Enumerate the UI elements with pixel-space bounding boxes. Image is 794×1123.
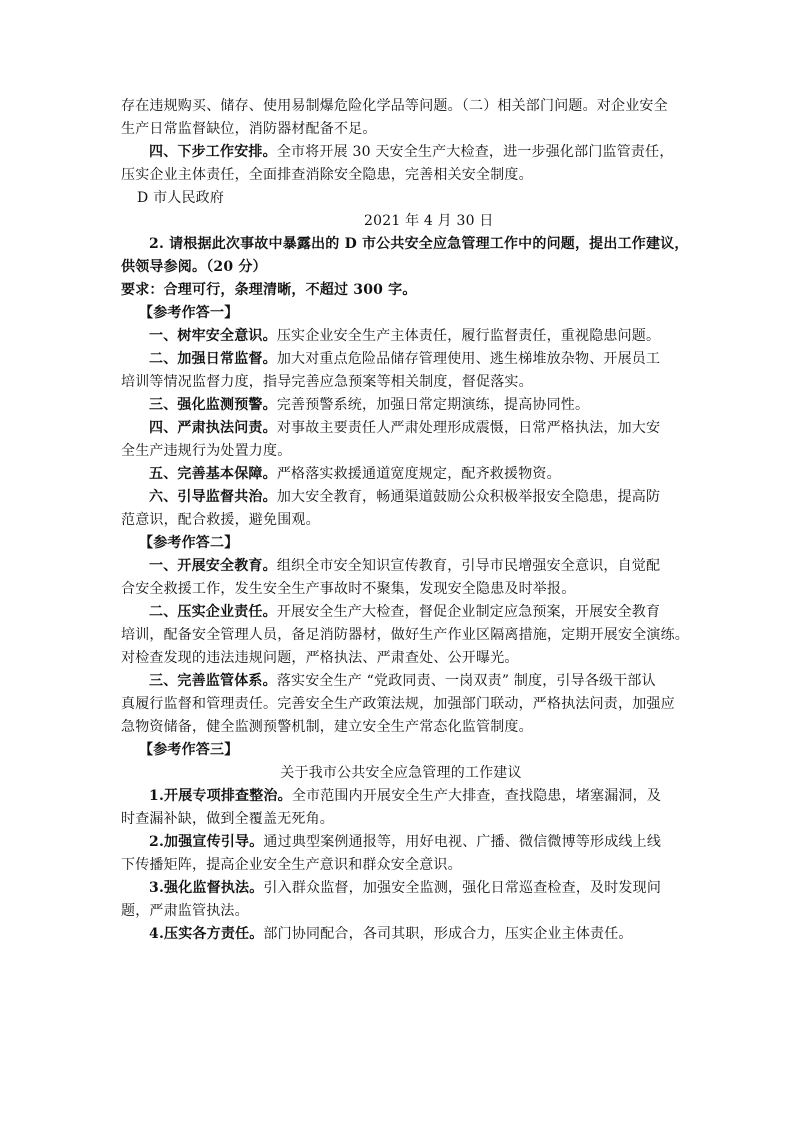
signature-date: 2021 年 4 月 30 日 [364, 213, 494, 229]
section-heading: 一、开展安全教育。 [149, 558, 277, 574]
text-line: 合安全救援工作，发生安全生产事故时不聚集，发现安全隐患及时举报。 [121, 581, 576, 597]
section-line: 二、压实企业责任。开展安全生产大检查，督促企业制定应急预案，开展安全教育 [149, 604, 661, 620]
section-line: 2.加强宣传引导。通过典型案例通报等，用好电视、广播、微信微博等形成线上线 [149, 834, 662, 850]
text-line: 存在违规购买、储存、使用易制爆危险化学品等问题。（二）相关部门问题。对企业安全 [121, 98, 668, 114]
proposal-title: 关于我市公共安全应急管理的工作建议 [280, 765, 522, 781]
section-line: 1.开展专项排查整治。全市范围内开展安全生产大排查，查找隐患，堵塞漏洞，及 [149, 788, 662, 804]
section-line: 四、下步工作安排。全市将开展 30 天安全生产大检查，进一步强化部门监管责任， [149, 144, 674, 160]
section-line: 4.压实各方责任。部门协同配合，各司其职，形成合力，压实企业主体责任。 [149, 926, 633, 942]
section-heading: 4.压实各方责任。 [149, 926, 264, 942]
section-heading: 2.加强宣传引导。 [149, 834, 264, 850]
question-line: 2. 请根据此次事故中暴露出的 D 市公共安全应急管理工作中的问题，提出工作建议， [149, 236, 689, 252]
text-line: 全生产违规行为处置力度。 [121, 443, 292, 459]
section-line: 二、加强日常监督。加大对重点危险品储存管理使用、逃生梯堆放杂物、开展员工 [149, 351, 661, 367]
section-line: 3.强化监督执法。引入群众监督，加强安全监测，强化日常巡查检查，及时发现问 [149, 880, 662, 896]
section-heading: 一、树牢安全意识。 [149, 328, 277, 344]
text-line: 时查漏补缺，做到全覆盖无死角。 [121, 811, 334, 827]
signature-org: D 市人民政府 [137, 190, 225, 206]
question-line: 供领导参阅。（20 分） [121, 259, 267, 275]
text-line: 真履行监督和管理责任。完善安全生产政策法规，加强部门联动，严格执法问责，加强应 [121, 696, 675, 712]
text-line: 对检查发现的违法违规问题，严格执法、严肃查处、公开曝光。 [121, 650, 519, 666]
document-body [121, 95, 689, 946]
text-line: 急物资储备，健全监测预警机制，建立安全生产常态化监管制度。 [121, 719, 533, 735]
section-heading: 五、完善基本保障。 [149, 466, 277, 482]
section-heading: 三、强化监测预警。 [149, 397, 277, 413]
section-line: 三、完善监管体系。落实安全生产 “党政同责、一岗双责” 制度，引导各级干部认 [149, 673, 656, 689]
section-line: 五、完善基本保障。严格落实救援通道宽度规定，配齐救援物资。 [149, 466, 561, 482]
text-line: 压实企业主体责任，全面排查消除安全隐患，完善相关安全制度。 [121, 167, 533, 183]
section-heading: 三、完善监管体系。 [149, 673, 277, 689]
text-line: 范意识，配合救援，避免围观。 [121, 512, 320, 528]
answer-heading: 【参考作答三】 [139, 742, 239, 758]
requirement-line: 要求：合理可行，条理清晰，不超过 300 字。 [121, 282, 417, 298]
section-line: 一、树牢安全意识。压实企业安全生产主体责任，履行监督责任，重视隐患问题。 [149, 328, 661, 344]
section-heading: 1.开展专项排查整治。 [149, 788, 292, 804]
answer-heading: 【参考作答二】 [139, 535, 239, 551]
text-line: 培训，配备安全管理人员，备足消防器材，做好生产作业区隔离措施，定期开展安全演练。 [121, 627, 689, 643]
section-heading: 3.强化监督执法。 [149, 880, 264, 896]
answer-heading: 【参考作答一】 [139, 305, 239, 321]
text-line: 培训等情况监督力度，指导完善应急预案等相关制度，督促落实。 [121, 374, 533, 390]
section-line: 一、开展安全教育。组织全市安全知识宣传教育，引导市民增强安全意识，自觉配 [149, 558, 661, 574]
section-line: 四、严肃执法问责。对事故主要责任人严肃处理形成震慑，日常严格执法，加大安 [149, 420, 661, 436]
section-heading: 二、压实企业责任。 [149, 604, 277, 620]
text-line: 下传播矩阵，提高企业安全生产意识和群众安全意识。 [121, 857, 462, 873]
section-line: 三、强化监测预警。完善预警系统，加强日常定期演练，提高协同性。 [149, 397, 590, 413]
section-line: 六、引导监督共治。加大安全教育，畅通渠道鼓励公众积极举报安全隐患，提高防 [149, 489, 661, 505]
section-heading: 二、加强日常监督。 [149, 351, 277, 367]
section-heading: 四、下步工作安排。 [149, 144, 277, 160]
section-heading: 六、引导监督共治。 [149, 489, 277, 505]
text-line: 生产日常监督缺位，消防器材配备不足。 [121, 121, 377, 137]
section-heading: 四、严肃执法问责。 [149, 420, 277, 436]
text-line: 题，严肃监管执法。 [121, 903, 249, 919]
